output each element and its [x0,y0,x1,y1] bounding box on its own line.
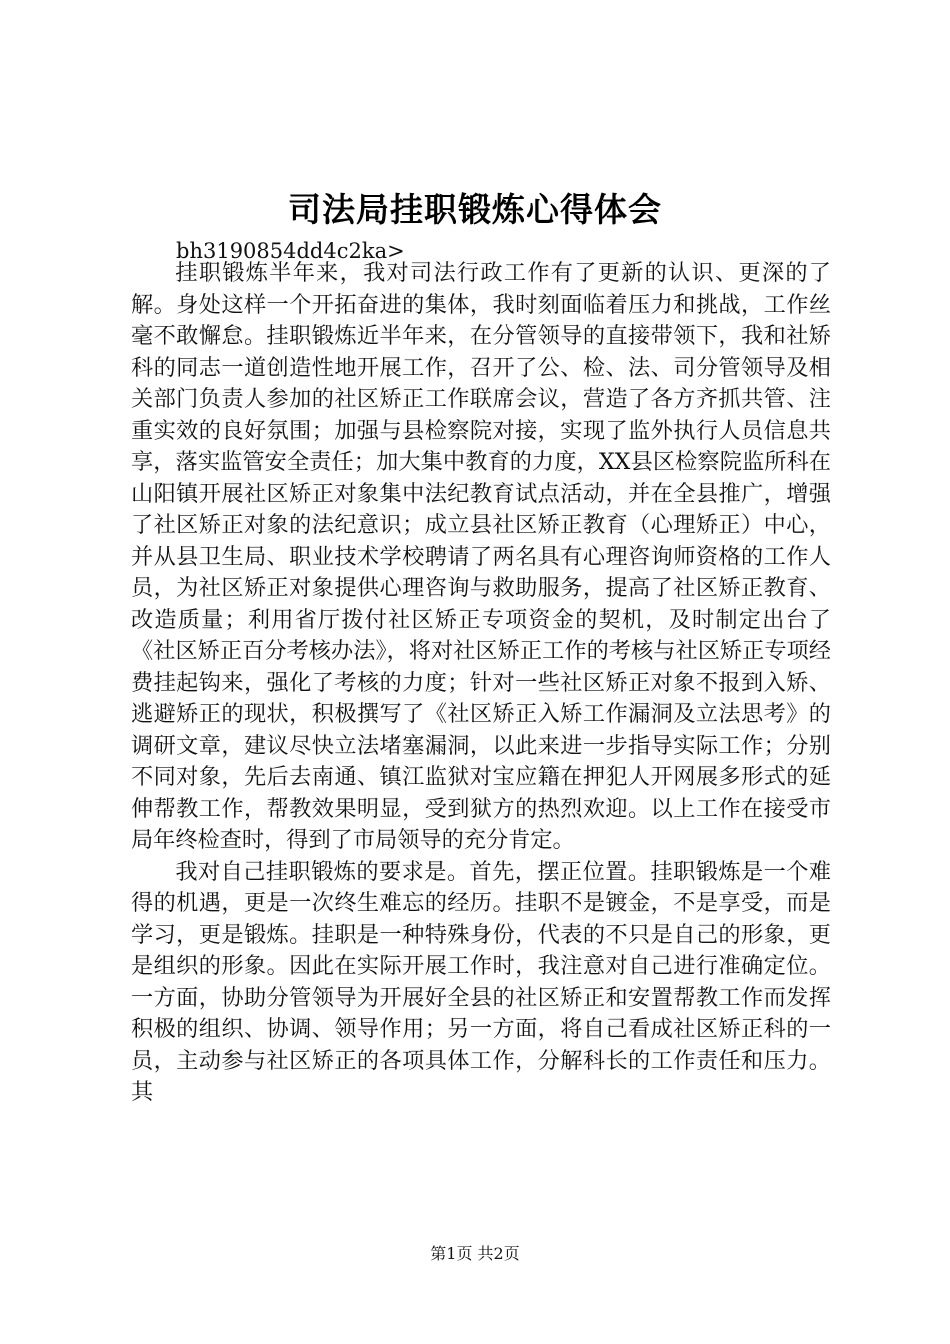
document-body [131,258,831,1109]
page-footer: 第1页 共2页 [430,1244,520,1263]
paragraph: 我对自己挂职锻炼的要求是。首先，摆正位置。挂职锻炼是一个难得的机遇，更是一次终生难忘的经历。挂职不是镀金，不是享受，而是学习，更是锻炼。挂职是一种特殊身份，代表的不只是自己的形象，更是组织的形象。因此在实际开展工作时，我注意对自己进行准确定位。一方面，协助分管领导为开展好全县的社区矫正和安置帮教工作而发挥积极的组织、协调、领导作用；另一方面，将自己看成社区矫正科的一员，主动参与社区矫正的各项具体工作，分解科长的工作责任和压力。其 [131,858,831,1105]
paragraph: 挂职锻炼半年来，我对司法行政工作有了更新的认识、更深的了解。身处这样一个开拓奋进的集体，我时刻面临着压力和挑战，工作丝毫不敢懈怠。挂职锻炼近半年来，在分管领导的直接带领下，我和社矫科的同志一道创造性地开展工作，召开了公、检、法、司分管领导及相关部门负责人参加的社区矫正工作联席会议，营造了各方齐抓共管、注重实效的良好氛围；加强与县检察院对接，实现了监外执行人员信息共享，落实监管安全责任；加大集中教育的力度，XX县区检察院监所科在山阳镇开展社区矫正对象集中法纪教育试点活动，并在全县推广，增强了社区矫正对象的法纪意识；成立县社区矫正教育（心理矫正）中心，并从县卫生局、职业技术学校聘请了两名具有心理咨询师资格的工作人员，为社区矫正对象提供心理咨询与救助服务，提高了社区矫正教育、改造质量；利用省厅拨付社区矫正专项资金的契机，及时制定出台了《社区矫正百分考核办法》，将对社区矫正工作的考核与社区矫正专项经费挂起钩来，强化了考核的力度；针对一些社区矫正对象不报到入矫、逃避矫正的现状，积极撰写了《社区矫正入矫工作漏洞及立法思考》的调研文章，建议尽快立法堵塞漏洞，以此来进一步指导实际工作；分别不同对象，先后去南通、镇江监狱对宝应籍在押犯人开网展多形式的延伸帮教工作，帮教效果明显，受到狱方的热烈欢迎。以上工作在接受市局年终检查时，得到了市局领导的充分肯定。 [131,260,831,853]
document-id: bh3190854dd4c2ka> [176,239,405,263]
document-title: 司法局挂职锻炼心得体会 [288,190,662,229]
